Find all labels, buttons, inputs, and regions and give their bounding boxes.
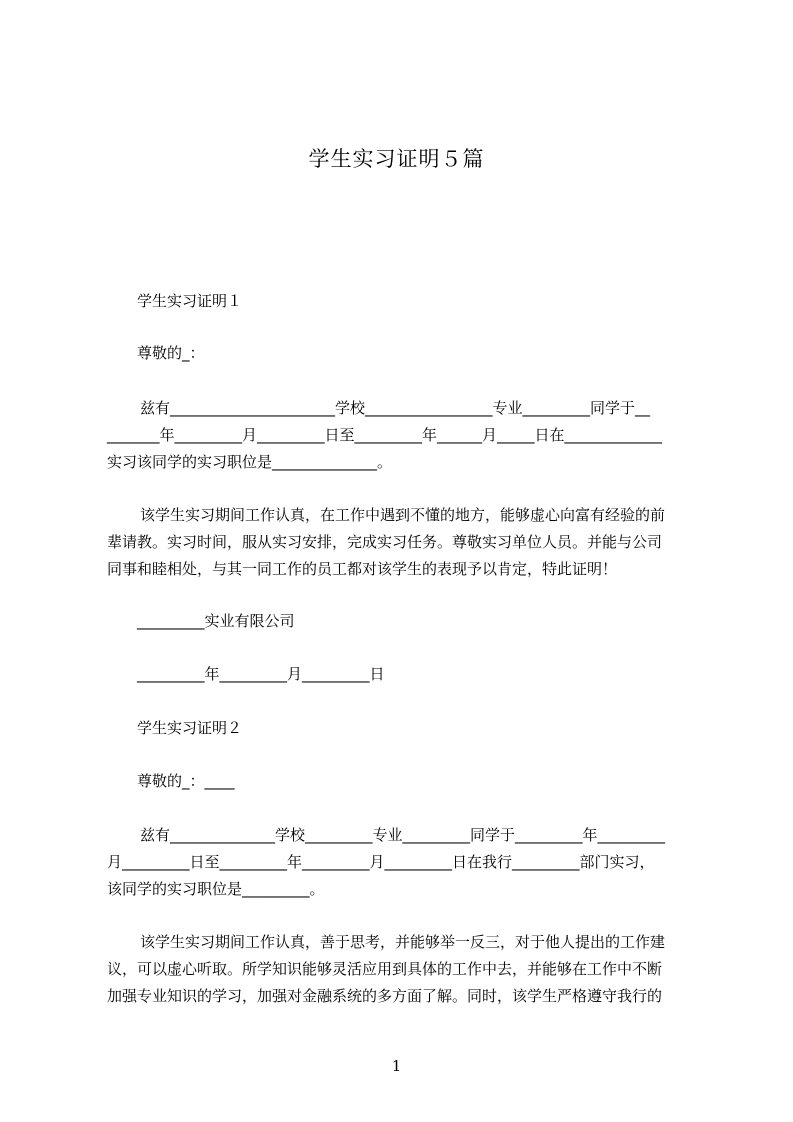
cert2-salutation: 尊敬的_：____ xyxy=(137,772,235,790)
cert1-heading: 学生实习证明１ xyxy=(137,292,243,310)
document-title: 学生实习证明５篇 xyxy=(308,147,485,171)
cert1-date: _________年_________月_________日 xyxy=(137,665,385,683)
cert1-fill-line-3: 实习该同学的实习职位是______________。 xyxy=(107,453,393,471)
cert2-para-line-1: 该学生实习期间工作认真，善于思考，并能够举一反三，对于他人提出的工作建 xyxy=(140,933,666,951)
cert1-company: _________实业有限公司 xyxy=(137,612,295,630)
cert2-para-line-2: 议，可以虚心听取。所学知识能够灵活应用到具体的工作中去，并能够在工作中不断 xyxy=(107,960,663,978)
cert1-para-line-2: 辈请教。实习时间，服从实习安排，完成实习任务。尊敬实习单位人员。并能与公司 xyxy=(107,533,663,551)
cert2-fill-line-1: 兹有______________学校_________专业_________同学于_________年_________ xyxy=(140,826,666,844)
cert1-para-line-3: 同事和睦相处，与其一同工作的员工都对该学生的表现予以肯定，特此证明！ xyxy=(107,560,618,578)
cert1-para-line-1: 该学生实习期间工作认真，在工作中遇到不懂的地方，能够虚心向富有经验的前 xyxy=(140,506,666,524)
cert1-fill-line-2: _______年_________月_________日至_________年______月_____日在_____________ xyxy=(107,426,663,444)
page-number: 1 xyxy=(391,1057,402,1075)
cert1-salutation: 尊敬的_： xyxy=(137,344,205,362)
cert1-fill-line-1: 兹有______________________学校_________________专业_________同学于__ xyxy=(140,399,651,417)
cert2-fill-line-2: 月_________日至_________年_________月_________日在我行_________部门实习， xyxy=(107,853,655,871)
cert2-heading: 学生实习证明２ xyxy=(137,719,243,737)
cert2-fill-line-3: 该同学的实习职位是_________。 xyxy=(107,880,325,898)
cert2-para-line-3: 加强专业知识的学习，加强对金融系统的多方面了解。同时，该学生严格遵守我行的 xyxy=(107,987,663,1005)
